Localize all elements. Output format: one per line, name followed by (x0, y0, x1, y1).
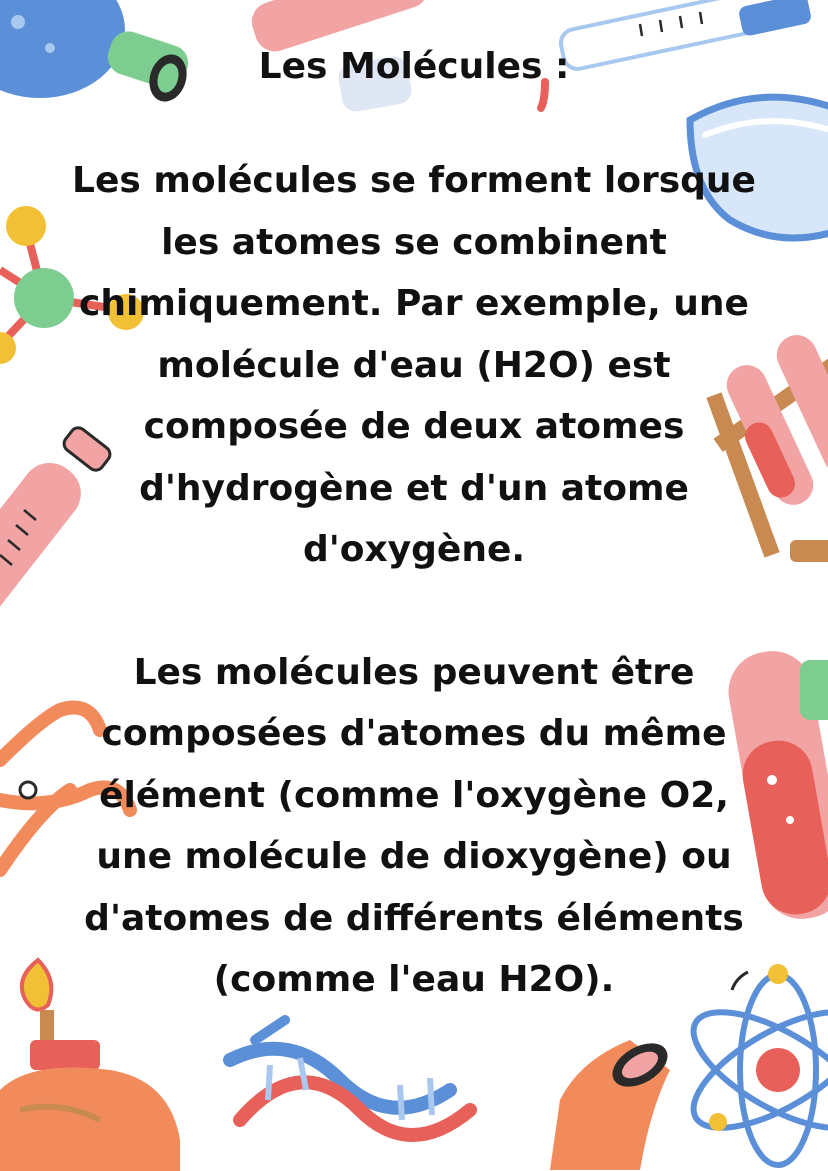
paragraph-definition: Les molécules se forment lorsque les atomes se combinent chimiquement. Par exemple, une molécule d'eau (H2O) est composée de deux atomes d'hydrogène et d'un atome d'oxygène. (72, 160, 756, 570)
beaker-icon (550, 1034, 675, 1170)
document-content (64, 42, 764, 1011)
dna-icon (230, 1020, 470, 1135)
document-title: Les Molécules : (258, 46, 570, 87)
paragraph-composition: Les molécules peuvent être composées d'atomes du même élément (comme l'oxygène O2, une molécule de dioxygène) ou d'atomes de différents éléments (comme l'eau H2O). (84, 651, 744, 1000)
